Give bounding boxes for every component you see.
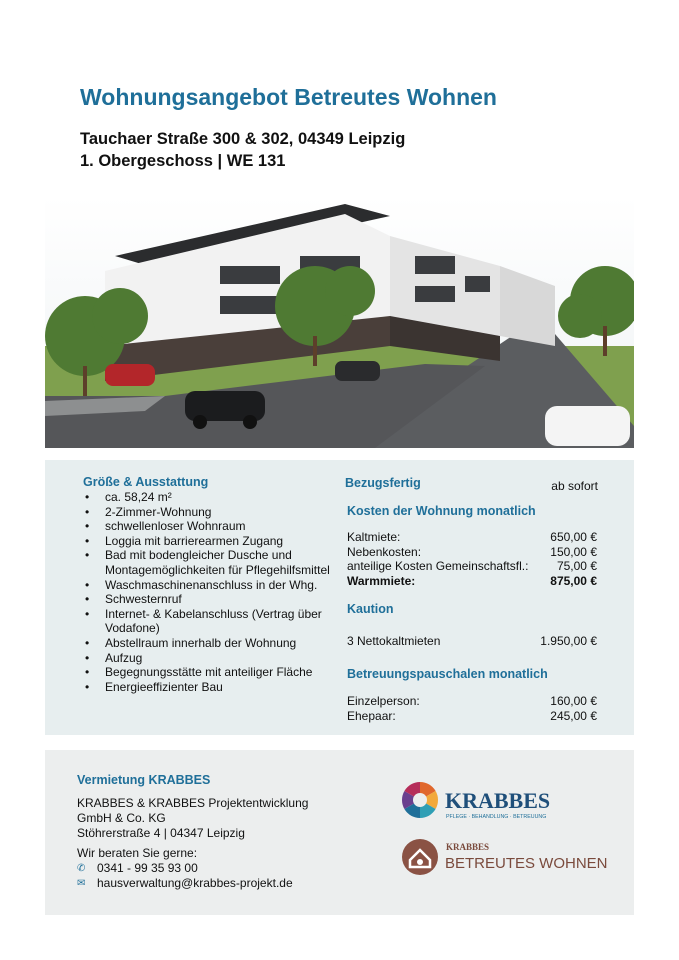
list-item: • Abstellraum innerhalb der Wohnung (73, 636, 363, 651)
deposit-value: 1.950,00 € (540, 634, 597, 648)
deposit-heading: Kaution (347, 602, 394, 616)
move-in-heading: Bezugsfertig (345, 476, 421, 490)
krabbes-tagline: PFLEGE · BEHANDLUNG · BETREUUNG (446, 814, 547, 820)
krabbes-wordmark: KRABBES (445, 788, 551, 813)
list-item: • Internet- & Kabelanschluss (Vertrag über Vodafone) (73, 607, 363, 636)
list-item: • ca. 58,24 m² (73, 490, 363, 505)
company-line1: KRABBES & KRABBES Projektentwicklung (77, 796, 309, 810)
bw-wordmark: BETREUTES WOHNEN (445, 855, 608, 872)
email-address[interactable]: hausverwaltung@krabbes-projekt.de (97, 876, 293, 890)
care-row-couple (347, 709, 597, 724)
cost-row-kaltmiete (347, 530, 597, 545)
cost-row-gemeinschaft (347, 559, 597, 574)
betreutes-wohnen-logo (400, 835, 610, 880)
floor-unit: 1. Obergeschoss | WE 131 (80, 152, 286, 170)
page-title: Wohnungsangebot Betreutes Wohnen (80, 84, 497, 110)
address: Tauchaer Straße 300 & 302, 04349 Leipzig (80, 130, 406, 148)
care-value: 160,00 € (550, 694, 597, 708)
deposit-label: 3 Nettokaltmieten (347, 634, 441, 648)
contact-panel (45, 750, 634, 915)
care-label: Einzelperson: (347, 694, 420, 708)
phone-icon: ✆ (77, 863, 86, 874)
features-heading: Größe & Ausstattung (83, 475, 209, 489)
list-item: • Schwesternruf (73, 592, 363, 607)
cost-row-nebenkosten (347, 545, 597, 560)
phone-line[interactable] (77, 861, 198, 876)
care-label: Ehepaar: (347, 708, 396, 723)
cost-value: 75,00 € (556, 559, 597, 574)
krabbes-logo (400, 778, 600, 828)
cost-value: 875,00 € (550, 573, 597, 588)
list-item: • Aufzug (73, 651, 363, 666)
list-item: • Energieeffizienter Bau (73, 680, 363, 695)
list-item: • schwellenloser Wohnraum (73, 519, 363, 534)
cost-label: Nebenkosten: (347, 544, 422, 559)
list-item: • Begegnungsstätte mit anteiliger Fläche (73, 665, 363, 680)
list-item: • 2-Zimmer-Wohnung (73, 505, 363, 520)
company-street: Stöhrerstraße 4 | 04347 Leipzig (77, 826, 245, 840)
list-item: • Waschmaschinenanschluss in der Whg. (73, 578, 363, 593)
cost-value: 650,00 € (550, 530, 597, 544)
list-item: • Loggia mit barrierearmen Zugang (73, 534, 363, 549)
cost-label: Kaltmiete: (347, 530, 401, 544)
bw-brand: KRABBES (446, 842, 490, 852)
cost-row-warmmiete (347, 574, 597, 589)
list-item: • Bad mit bodengleicher Dusche und Montagemöglichkeiten für Pflegehilfsmittel (73, 548, 363, 577)
envelope-icon: ✉ (77, 878, 86, 889)
company-line2: GmbH & Co. KG (77, 811, 166, 825)
phone-number[interactable]: 0341 - 99 35 93 00 (97, 861, 198, 875)
cost-label: Warmmiete: (347, 573, 416, 588)
building-rendering (45, 196, 634, 448)
care-row-single (347, 694, 597, 709)
address-block (80, 128, 405, 172)
advice-text: Wir beraten Sie gerne: (77, 846, 198, 860)
cost-value: 150,00 € (550, 544, 597, 559)
care-value: 245,00 € (550, 708, 597, 723)
deposit-row (347, 634, 597, 649)
info-panel (45, 460, 634, 735)
care-heading: Betreuungspauschalen monatlich (347, 667, 548, 681)
features-list (73, 490, 363, 694)
contact-heading: Vermietung KRABBES (77, 773, 211, 787)
costs-heading: Kosten der Wohnung monatlich (347, 504, 536, 518)
cost-label: anteilige Kosten Gemeinschaftsfl.: (347, 559, 529, 574)
email-line[interactable] (77, 876, 293, 891)
move-in-value: ab sofort (551, 479, 598, 493)
